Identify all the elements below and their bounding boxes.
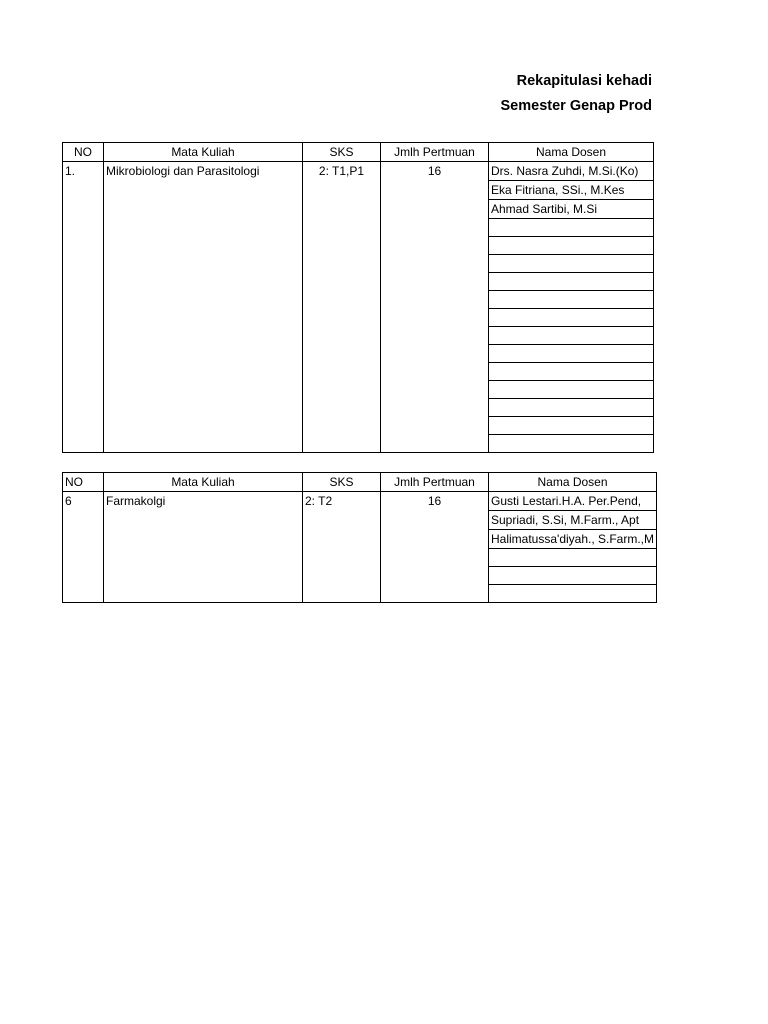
course-no: 1. — [63, 162, 104, 453]
empty-cell — [489, 435, 654, 453]
empty-cell — [489, 309, 654, 327]
header-no: NO — [63, 143, 104, 162]
empty-cell — [489, 237, 654, 255]
table-row — [63, 492, 657, 511]
header-nama-dosen: Nama Dosen — [489, 473, 657, 492]
empty-cell — [489, 567, 657, 585]
empty-cell — [489, 363, 654, 381]
header-jmlh-pertemuan: Jmlh Pertmuan — [381, 473, 489, 492]
lecturer-cell: Ahmad Sartibi, M.Si — [489, 200, 654, 219]
course-sks: 2: T2 — [303, 492, 381, 603]
empty-cell — [489, 255, 654, 273]
course-name: Mikrobiologi dan Parasitologi — [104, 162, 303, 453]
header-row — [63, 473, 657, 492]
course-sks: 2: T1,P1 — [303, 162, 381, 453]
report-title-line-1: Rekapitulasi kehadi — [516, 73, 652, 89]
empty-cell — [489, 399, 654, 417]
header-jmlh-pertemuan: Jmlh Pertmuan — [381, 143, 489, 162]
header-sks: SKS — [303, 473, 381, 492]
empty-cell — [489, 345, 654, 363]
lecturer-cell: Drs. Nasra Zuhdi, M.Si.(Ko) — [489, 162, 654, 181]
header-sks: SKS — [303, 143, 381, 162]
course-meetings: 16 — [381, 162, 489, 453]
empty-cell — [489, 585, 657, 603]
lecturer-cell: Gusti Lestari.H.A. Per.Pend, — [489, 492, 657, 511]
report-title-line-2: Semester Genap Prod — [500, 98, 652, 114]
header-row — [63, 143, 654, 162]
course-table-2 — [62, 472, 657, 603]
empty-cell — [489, 327, 654, 345]
lecturer-cell: Supriadi, S.Si, M.Farm., Apt — [489, 511, 657, 530]
empty-cell — [489, 417, 654, 435]
header-no: NO — [63, 473, 104, 492]
empty-cell — [489, 291, 654, 309]
course-name: Farmakolgi — [104, 492, 303, 603]
lecturer-cell: Halimatussa'diyah., S.Farm.,M — [489, 530, 657, 549]
empty-cell — [489, 549, 657, 567]
header-nama-dosen: Nama Dosen — [489, 143, 654, 162]
course-table-1 — [62, 142, 654, 453]
course-meetings: 16 — [381, 492, 489, 603]
course-no: 6 — [63, 492, 104, 603]
header-mata-kuliah: Mata Kuliah — [104, 473, 303, 492]
lecturer-cell: Eka Fitriana, SSi., M.Kes — [489, 181, 654, 200]
empty-cell — [489, 273, 654, 291]
header-mata-kuliah: Mata Kuliah — [104, 143, 303, 162]
table-row — [63, 162, 654, 181]
empty-cell — [489, 219, 654, 237]
empty-cell — [489, 381, 654, 399]
